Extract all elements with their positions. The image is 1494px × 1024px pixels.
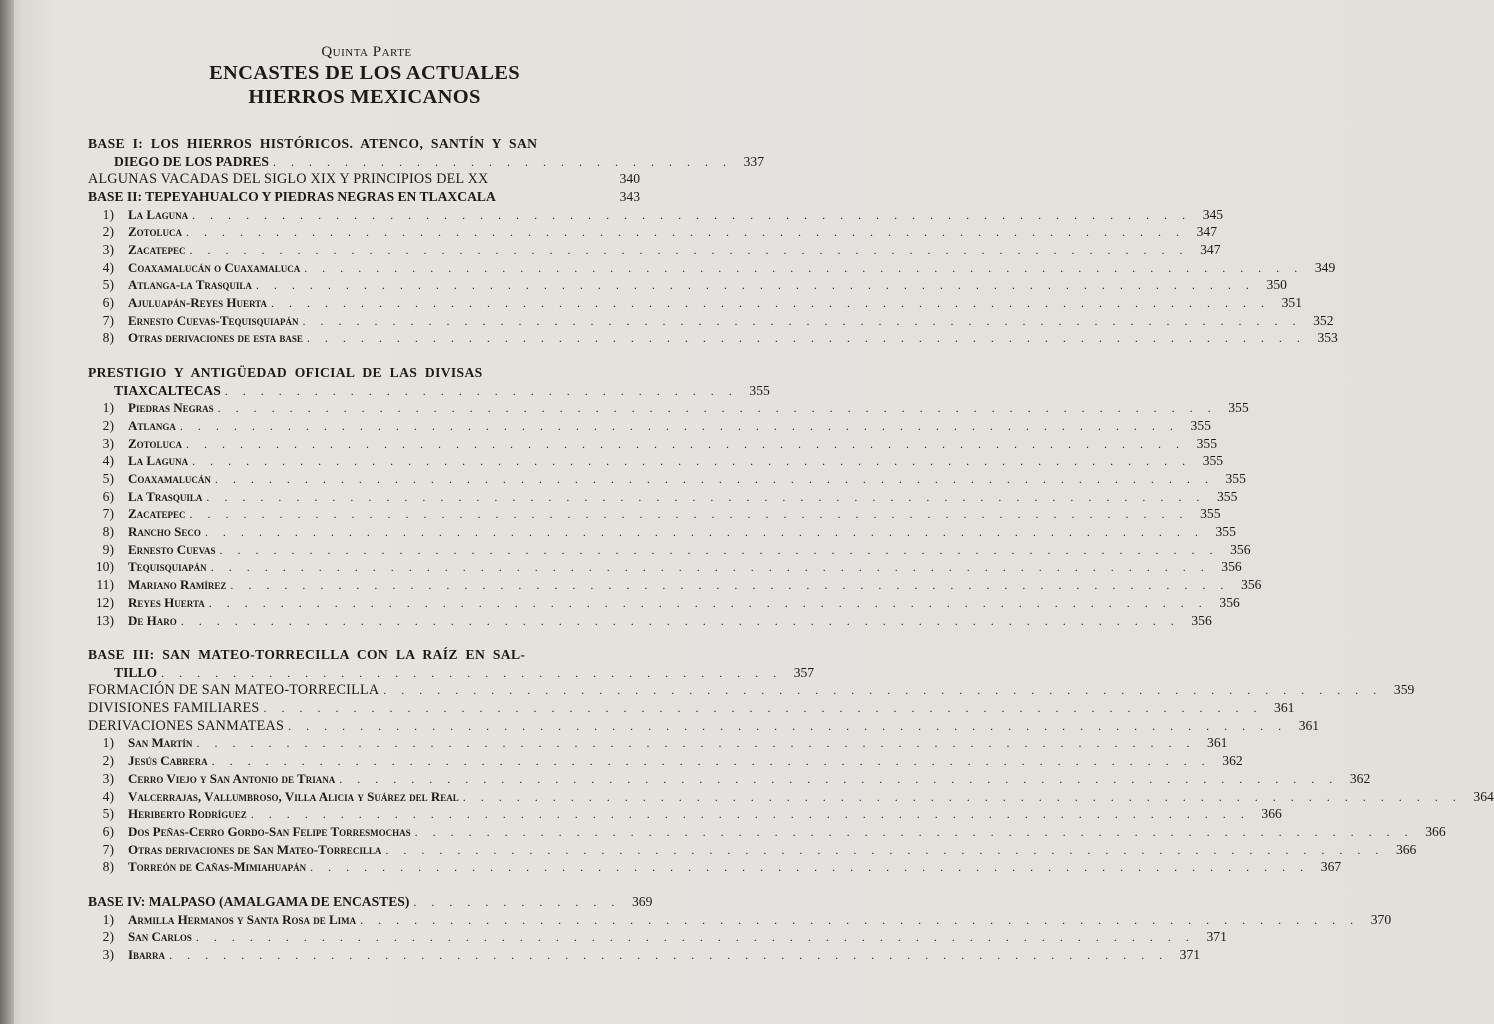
item-label: Reyes Huerta xyxy=(128,594,205,610)
page-number: 364 xyxy=(1473,788,1494,804)
leader-dots: . . . . . . . . . . . . . . . . . . . . . . . . . . . . . . . . . . . . . . . . . . . . . . . . . . . . . . . . xyxy=(186,436,1186,451)
page-number: 345 xyxy=(1202,206,1224,222)
prestigio-item-list xyxy=(88,400,1262,630)
item-number: 6) xyxy=(102,823,114,839)
toc-item xyxy=(88,735,1228,753)
page-number: 343 xyxy=(619,188,640,204)
leader-dots: . . . . . . . . . . . . . . . . . . . . . . . . . . . . . . . . . . . . . . . . . . . . . . . . . . . . . . . . xyxy=(186,225,1186,240)
toc-item xyxy=(88,506,1221,524)
item-label: Ernesto Cuevas-Tequisquiapán xyxy=(128,312,299,328)
item-number: 3) xyxy=(102,241,114,257)
page-number: 356 xyxy=(1241,577,1262,593)
toc-item xyxy=(88,330,1338,348)
item-number: 4) xyxy=(102,453,114,469)
page-number: 356 xyxy=(1191,612,1212,628)
toc-item xyxy=(88,241,1221,260)
toc-item xyxy=(88,295,1302,313)
item-label: Dos Peñas-Cerro Gordo-San Felipe Torresmochas xyxy=(128,823,411,839)
leader-dots: . . . . . . . . . . . . . . . . . . . . . . . . . . . . . . . . . . . . . . . . . . . . . . . . . . . . . . . . xyxy=(263,701,1263,716)
item-label: Otras derivaciones de San Mateo-Torrecilla xyxy=(128,841,382,857)
leader-dots: . . . . . . . . . . . . xyxy=(413,894,621,909)
page-number: 371 xyxy=(1206,929,1227,945)
leader-dots: . . . . . . . . . . . . . . . . . . . . . . . . . . . . . . . . . . . . . . . . . . . . . . . . . . . . . . . . xyxy=(383,683,1383,698)
leader-dots: . . . . . . . . . . . . . . . . . . . . . . . . . . . . . . . . . . . . . . . . . . . . . . . . . . . . . . . . xyxy=(217,401,1217,416)
item-label: Ernesto Cuevas xyxy=(128,541,216,557)
leader-dots: . . . . . . . . . . . . . . . . . . . . . . . . . . . . . . . . . . . . . . . . . . . . . . . . . . . . . . . . xyxy=(271,296,1270,310)
toc-item xyxy=(88,788,1494,807)
page-number: 340 xyxy=(619,171,640,187)
leader-dots: . . . . . . . . . . . . . . . . . . . . . . . . . . . . . . . . . . . . . . . . . . . . . . . . . . . . . . . . xyxy=(189,242,1189,257)
toc-item xyxy=(88,524,1236,542)
page-number: 355 xyxy=(1216,488,1238,504)
toc-item xyxy=(88,277,1287,295)
subsection-label: DIVISIONES FAMILIARES xyxy=(88,700,260,717)
leader-dots: . . . . . . . . . . . . . . . . . . . . . . . . . . . . . . . . . . . . . . . . . . . . . . . . . . . . . . . . xyxy=(255,278,1255,293)
item-number: 5) xyxy=(102,806,114,822)
page-number: 366 xyxy=(1395,841,1417,857)
item-label: De Haro xyxy=(128,612,177,628)
leader-dots: . . . . . . . . . . . . . . . . . . . . . . . . . . . . . . . . . . . . . . . . . . . . . . . . . . . . . . . . xyxy=(196,736,1196,751)
item-number: 3) xyxy=(102,947,114,962)
leader-dots: . . . . . . . . . . . . . . . . . . . . . . . . . . . . . . . . . . . . . . . . . . . . . . . . . . . . . . . . xyxy=(211,754,1211,769)
leader-dots: . . . . . . . . . . . . . . . . . . . . . . . . . . . . . . . . . . . xyxy=(161,665,783,680)
page-number: 355 xyxy=(749,382,770,398)
item-number: 1) xyxy=(102,911,114,927)
item-label: Ajuluapán-Reyes Huerta xyxy=(128,295,267,310)
item-number: 7) xyxy=(102,841,114,857)
item-label: Tequisquiapán xyxy=(128,559,207,575)
item-number: 9) xyxy=(102,541,114,557)
toc-entry-algunas: ALGUNAS VACADAS DEL SIGLO XIX Y PRINCIPIOS DEL XX 340 xyxy=(88,171,640,188)
item-number: 8) xyxy=(102,859,114,875)
item-label: Piedras Negras xyxy=(128,400,214,416)
leader-dots: . . . . . . . . . . . . . . . . . . . . . . . . . . . . . . . . . . . . . . . . . . . . . . . . . . . . . . . . xyxy=(204,525,1204,540)
base3-subsection-list xyxy=(88,682,1415,735)
page-number: 357 xyxy=(793,664,815,680)
item-label: Ibarra xyxy=(128,947,166,962)
leader-dots: . . . . . . . . . . . . . . . . . . . . . . . . . . . . . . . . . . . . . . . . . . . . . . . . . . . . . . . . xyxy=(310,860,1310,875)
item-label: La Laguna xyxy=(128,453,189,469)
item-number: 11) xyxy=(96,577,114,593)
item-number: 10) xyxy=(95,559,114,575)
base4-item-list xyxy=(88,911,1392,965)
leader-dots: . . . . . . . . . . . . . . . . . . . . . . . . . . . . . . . . . . . . . . . . . . . . . . . . . . . . . . . . xyxy=(192,454,1192,469)
leader-dots: . . . . . . . . . . . . . . . . . . . . . . . . . . . . . . . . . . . . . . . . . . . . . . . . . . . . . . . . xyxy=(189,507,1189,522)
base2-heading: BASE II: TEPEYAHUALCO Y PIEDRAS NEGRAS EN TLAXCALA 343 xyxy=(88,188,640,204)
toc-item xyxy=(88,417,1211,436)
item-label: Torreón de Cañas-Mimiahuapán xyxy=(128,859,307,875)
page-number: 355 xyxy=(1228,400,1249,416)
toc-item xyxy=(88,770,1371,789)
item-number: 1) xyxy=(102,735,114,751)
page-number: 355 xyxy=(1225,471,1246,486)
toc-item xyxy=(88,859,1342,877)
page-number: 366 xyxy=(1261,806,1282,822)
toc-subsection xyxy=(88,700,1295,718)
page-number: 351 xyxy=(1281,295,1302,310)
page-number: 355 xyxy=(1202,453,1224,469)
page-number: 362 xyxy=(1222,753,1243,769)
toc-item xyxy=(88,471,1246,489)
page-number: 367 xyxy=(1320,859,1342,875)
leader-dots: . . . . . . . . . . . . . . . . . . . . . . . . . . . . . . . . . . . . . . . . . . . . . . . . . . . . . . . . xyxy=(385,842,1385,857)
leader-dots: . . . . . . . . . . . . . . . . . . . . . . . . . . . . . . . . . . . . . . . . . . . . . . . . . . . . . . . . xyxy=(179,418,1179,433)
leader-dots: . . . . . . . . . . . . . . . . . . . . . . . . . . . . . . . . . . . . . . . . . . . . . . . . . . . . . . . . xyxy=(214,472,1214,486)
item-label: Jesús Cabrera xyxy=(128,753,208,769)
item-number: 1) xyxy=(102,400,114,416)
base4-heading: BASE IV: MALPASO (AMALGAMA DE ENCASTES) . . . . . . . . . . . . 369 xyxy=(88,893,653,909)
toc-item xyxy=(88,224,1218,242)
title-line-1: ENCASTES DE LOS ACTUALES xyxy=(209,62,520,84)
page-number: 350 xyxy=(1266,277,1287,293)
leader-dots: . . . . . . . . . . . . . . . . . . . . . . . . . . . . . . . . . . . . . . . . . . . . . . . . . . . . . . . . xyxy=(250,807,1250,822)
base1-heading-line2: DIEGO DE LOS PADRES . . . . . . . . . . . . . . . . . . . . . . . . . . 337 xyxy=(114,153,764,169)
toc-item xyxy=(88,823,1446,842)
page-number: 347 xyxy=(1196,224,1218,240)
item-number: 2) xyxy=(102,224,114,240)
toc-item xyxy=(88,577,1262,595)
page-number: 355 xyxy=(1215,524,1236,540)
toc-item xyxy=(88,488,1238,507)
leader-dots: . . . . . . . . . . . . . . . . . . . . . . . . . . . . . . . . . . . . . . . . . . . . . . . . . . . . . . . . xyxy=(195,930,1195,945)
page-number: 337 xyxy=(743,153,764,169)
page-number: 356 xyxy=(1221,559,1242,575)
toc-item xyxy=(88,929,1227,947)
leader-dots: . . . . . . . . . . . . . . . . . . . . . . . . . . . . . . . . . . . . . . . . . . . . . . . . . . . . . . . . xyxy=(462,789,1462,804)
item-number: 5) xyxy=(102,277,114,293)
leader-dots: . . . . . . . . . . . . . . . . . . . . . . . . . . . . . . . . . . . . . . . . . . . . . . . . . . . . . . . . xyxy=(206,489,1206,504)
page-number: 361 xyxy=(1298,717,1320,733)
item-number: 12) xyxy=(95,594,114,610)
item-label: Mariano Ramírez xyxy=(128,577,227,593)
leader-dots: . . . . . . . . . . . . . . . . . . . . . . . . . . . . . . . . . . . . . . . . . . . . . . . . . . . . . . . . xyxy=(360,912,1360,927)
leader-dots: . . . . . . . . . . . . . . . . . . . . . . . . . . . . . . . . . . . . . . . . . . . . . . . . . . . . . . . . xyxy=(230,578,1230,593)
page-number: 359 xyxy=(1393,682,1415,698)
item-label: Coaxamalucán o Cuaxamaluca xyxy=(128,259,301,275)
page-number: 366 xyxy=(1425,823,1446,839)
page-number: 355 xyxy=(1200,506,1221,522)
item-label: San Martín xyxy=(128,735,193,751)
item-label: La Laguna xyxy=(128,206,189,222)
item-label: Rancho Seco xyxy=(128,524,201,540)
page-number: 371 xyxy=(1179,947,1201,962)
subsection-label: DERIVACIONES SANMATEAS xyxy=(88,717,285,734)
toc-item xyxy=(88,806,1282,824)
item-label: Atlanga-la Trasquila xyxy=(128,277,252,293)
toc-item xyxy=(88,947,1201,965)
item-label: San Carlos xyxy=(128,929,192,945)
toc-item xyxy=(88,612,1212,631)
item-number: 4) xyxy=(102,788,114,804)
item-label: Valcerrajas, Vallumbroso, Villa Alicia y Suárez del Real xyxy=(128,788,459,804)
toc-item xyxy=(88,312,1334,331)
title-line-2: HIERROS MEXICANOS xyxy=(248,86,481,108)
leader-dots: . . . . . . . . . . . . . . . . . . . . . . . . . . xyxy=(272,154,732,169)
item-number: 8) xyxy=(102,524,114,540)
page-number: 352 xyxy=(1313,312,1334,328)
leader-dots: . . . . . . . . . . . . . . . . . . . . . . . . . . . . . . . . . . . . . . . . . . . . . . . . . . . . . . . . xyxy=(169,948,1169,962)
item-label: Zotoluca xyxy=(128,435,183,451)
item-number: 1) xyxy=(102,206,114,222)
page-number: 361 xyxy=(1274,700,1295,716)
leader-dots: . . . . . . . . . . . . . . . . . . . . . . . . . . . . . xyxy=(224,383,738,398)
page-number: 356 xyxy=(1219,594,1240,610)
item-number: 7) xyxy=(102,312,114,328)
item-label: Zacatepec xyxy=(128,506,186,522)
leader-dots: . . . . . . . . . . . . . . . . . . . . . . . . . . . . . . . . . . . . . . . . . . . . . . . . . . . . . . . . xyxy=(304,260,1304,275)
item-label: Zacatepec xyxy=(128,241,186,257)
base3-heading-line2: TILLO . . . . . . . . . . . . . . . . . . . . . . . . . . . . . . . . . . . 357 xyxy=(114,664,815,680)
subsection-label: FORMACIÓN DE SAN MATEO-TORRECILLA xyxy=(88,682,380,699)
item-number: 13) xyxy=(95,612,114,628)
page-header xyxy=(0,44,683,109)
item-label: Heriberto Rodríguez xyxy=(128,806,247,822)
item-number: 3) xyxy=(102,770,114,786)
leader-dots: . . . . . . . . . . . . . . . . . . . . . . . . . . . . . . . . . . . . . . . . . . . . . . . . . . . . . . . . xyxy=(208,595,1208,610)
toc-subsection xyxy=(88,682,1415,700)
leader-dots: . . . . . . . . . . . . . . . . . . . . . . . . . . . . . . . . . . . . . . . . . . . . . . . . . . . . . . . . xyxy=(302,313,1302,328)
page-number: 353 xyxy=(1317,330,1338,346)
item-label: La Trasquila xyxy=(128,488,203,504)
page-gutter xyxy=(0,0,14,1024)
item-number: 4) xyxy=(102,259,114,275)
toc-item xyxy=(88,453,1224,471)
leader-dots: . . . . . . . . . . . . . . . . . . . . . . . . . . . . . . . . . . . . . . . . . . . . . . . . . . . . . . . . xyxy=(180,613,1180,628)
base2-item-list xyxy=(88,206,1338,349)
toc-item xyxy=(88,541,1251,560)
leader-dots: . . . . . . . . . . . . . . . . . . . . . . . . . . . . . . . . . . . . . . . . . . . . . . . . . . . . . . . . xyxy=(288,718,1288,733)
leader-dots: . . . . . . . . . . . . . . . . . . . . . . . . . . . . . . . . . . . . . . . . . . . . . . . . . . . . . . . . xyxy=(414,824,1414,839)
toc-item xyxy=(88,559,1242,577)
leader-dots: . . . . . . . . . . . . . . . . . . . . . . . . . . . . . . . . . . . . . . . . . . . . . . . . . . . . . . . . xyxy=(339,771,1339,786)
prestigio-heading-line1: PRESTIGIO Y ANTIGÜEDAD OFICIAL DE LAS DIVISAS xyxy=(88,365,483,381)
item-number: 6) xyxy=(102,488,114,504)
page-number: 361 xyxy=(1207,735,1228,751)
toc-subsection xyxy=(88,717,1320,736)
table-of-contents xyxy=(88,136,1494,965)
item-number: 5) xyxy=(102,471,114,486)
page-number: 362 xyxy=(1349,770,1371,786)
item-label: Coaxamalucán xyxy=(128,471,211,486)
toc-item xyxy=(88,594,1240,613)
page-number: 370 xyxy=(1370,911,1392,927)
part-label: Quinta Parte xyxy=(321,44,412,60)
toc-item xyxy=(88,206,1224,225)
toc-item xyxy=(88,841,1417,860)
toc-item xyxy=(88,753,1243,771)
page-number: 355 xyxy=(1190,417,1211,433)
item-number: 2) xyxy=(102,417,114,433)
toc-item xyxy=(88,435,1218,454)
item-number: 7) xyxy=(102,506,114,522)
item-label: Atlanga xyxy=(128,417,176,433)
item-number: 8) xyxy=(102,330,114,346)
base3-heading-line1: BASE III: SAN MATEO-TORRECILLA CON LA RAÍZ EN SAL- xyxy=(88,647,526,663)
item-number: 2) xyxy=(102,753,114,769)
page-number: 347 xyxy=(1200,241,1221,257)
leader-dots: . . . . . . . . . . . . . . . . . . . . . . . . . . . . . . . . . . . . . . . . . . . . . . . . . . . . . . . . xyxy=(306,331,1306,346)
item-label: Zotoluca xyxy=(128,224,183,240)
leader-dots: . . . . . . . . . . . . . . . . . . . . . . . . . . . . . . . . . . . . . . . . . . . . . . . . . . . . . . . . xyxy=(210,560,1210,575)
item-label: Armilla Hermanos y Santa Rosa de Lima xyxy=(128,911,357,927)
page-number: 355 xyxy=(1196,435,1218,451)
prestigio-heading-line2: TIAXCALTECAS . . . . . . . . . . . . . . . . . . . . . . . . . . . . . 355 xyxy=(114,382,770,398)
item-number: 6) xyxy=(102,295,114,310)
item-label: Cerro Viejo y San Antonio de Triana xyxy=(128,770,336,786)
toc-item xyxy=(88,400,1249,418)
base1-heading-line1: BASE I: LOS HIERROS HISTÓRICOS. ATENCO, SANTÍN Y SAN xyxy=(88,136,538,151)
toc-item xyxy=(88,911,1392,930)
page-number: 349 xyxy=(1314,259,1336,275)
leader-dots: . . . . . . . . . . . . . . . . . . . . . . . . . . . . . . . . . . . . . . . . . . . . . . . . . . . . . . . . xyxy=(219,542,1219,557)
page-number: 369 xyxy=(632,893,653,909)
page-number: 356 xyxy=(1230,541,1251,557)
item-label: Otras derivaciones de esta base xyxy=(128,330,303,346)
item-number: 3) xyxy=(102,435,114,451)
leader-dots: . . . . . . . . . . . . . . . . . . . . . . . . . . . . . . . . . . . . . . . . . . . . . . . . . . . . . . . . xyxy=(192,207,1192,222)
toc-item xyxy=(88,259,1336,278)
base3-item-list xyxy=(88,735,1494,877)
item-number: 2) xyxy=(102,929,114,945)
